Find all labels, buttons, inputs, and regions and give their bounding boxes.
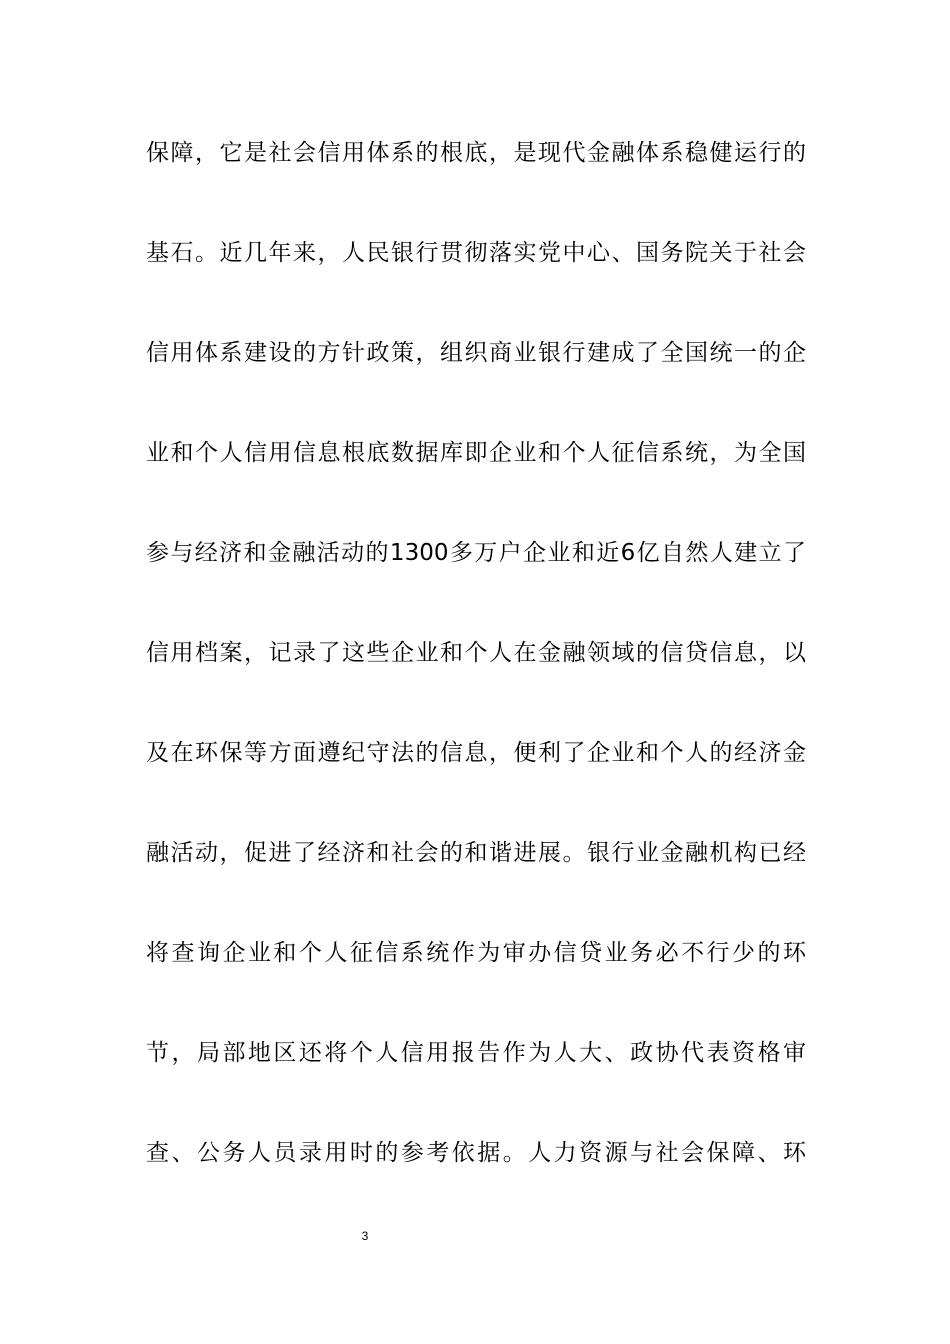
text-line: 查、公务人员录用时的参考依据。人力资源与社会保障、环	[146, 1140, 806, 1166]
text-line: 参与经济和金融活动的1300多万户企业和近6亿自然人建立了	[146, 540, 806, 566]
text-line: 业和个人信用信息根底数据库即企业和个人征信系统，为全国	[146, 440, 806, 466]
text-line: 融活动，促进了经济和社会的和谐进展。银行业金融机构已经	[146, 840, 806, 866]
body-text	[146, 128, 806, 1228]
text-line: 及在环保等方面遵纪守法的信息，便利了企业和个人的经济金	[146, 740, 806, 766]
text-line: 信用档案，记录了这些企业和个人在金融领域的信贷信息，以	[146, 640, 806, 666]
text-line: 节，局部地区还将个人信用报告作为人大、政协代表资格审	[146, 1040, 806, 1066]
text-line: 保障，它是社会信用体系的根底，是现代金融体系稳健运行的	[146, 140, 806, 166]
text-line: 信用体系建设的方针政策，组织商业银行建成了全国统一的企	[146, 340, 806, 366]
page-number: 3	[361, 1229, 369, 1243]
text-line: 将查询企业和个人征信系统作为审办信贷业务必不行少的环	[146, 940, 806, 966]
text-line: 基石。近几年来，人民银行贯彻落实党中心、国务院关于社会	[146, 240, 806, 266]
